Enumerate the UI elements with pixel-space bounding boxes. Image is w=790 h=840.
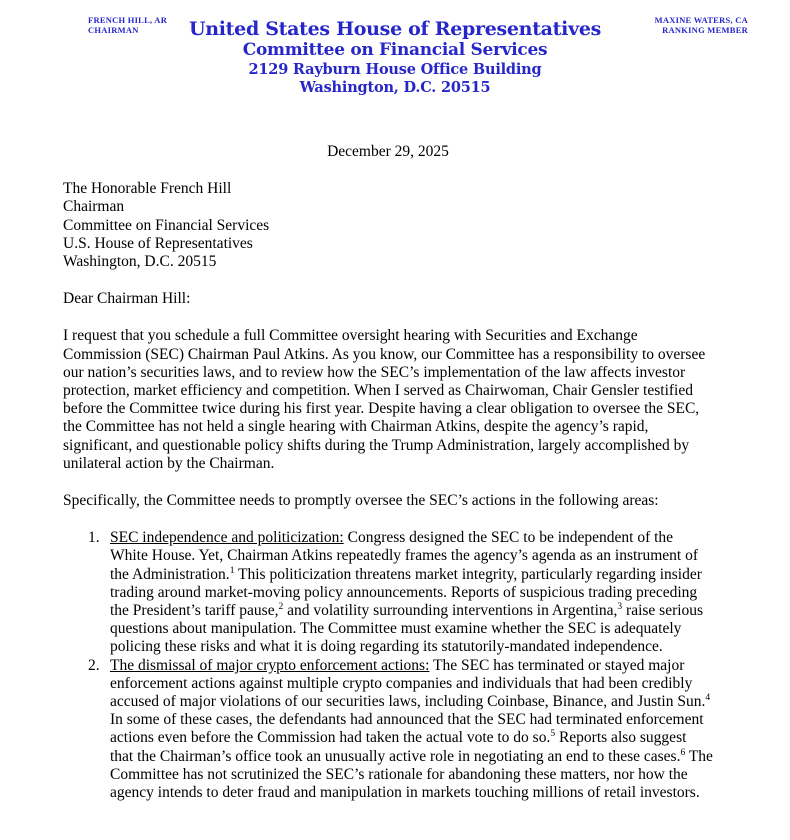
oversight-areas-list [63, 529, 713, 802]
letterhead-institution: United States House of Representatives [188, 18, 602, 40]
recipient-line: The Honorable French Hill [63, 180, 232, 198]
letterhead-committee: Committee on Financial Services [242, 40, 548, 60]
letterhead [0, 0, 790, 100]
ranking-member-block [655, 16, 748, 35]
letter-date: December 29, 2025 [327, 143, 449, 160]
letterhead-city: Washington, D.C. 20515 [299, 79, 491, 96]
list-item-number: 2. [88, 656, 100, 674]
letterhead-building: 2129 Rayburn House Office Building [248, 61, 542, 78]
body-paragraph-request: I request that you schedule a full Committee oversight hearing with Securities and Exchange Commission (SEC) Chairman Paul Atkins. As you know, our Committee has a responsibility to oversee our nation’s securities laws, and to review how the SEC’s implementation of the law affects investor protection, market efficiency and competition. When I served as Chairwoman, Chair Gensler testified before the Committee twice during his first year. Despite having a clear obligation to oversee the SEC, the Committee has not held a single hearing with Chairman Atkins, despite the agency’s rapid, significant, and questionable policy shifts during the Trump Administration, largely accomplished by unilateral action by the Chairman. [63, 327, 706, 472]
chairman-name: FRENCH HILL, AR [88, 15, 168, 25]
list-item-crypto-enforcement [63, 657, 713, 803]
list-item-number: 1. [88, 529, 100, 547]
chairman-block [88, 16, 167, 35]
body-paragraph-specifically: Specifically, the Committee needs to promptly oversee the SEC’s actions in the following areas: [63, 492, 659, 510]
recipient-line: Washington, D.C. 20515 [63, 253, 217, 271]
ranking-member-title: RANKING MEMBER [662, 24, 748, 35]
recipient-address [63, 180, 713, 271]
recipient-line: U.S. House of Representatives [63, 234, 253, 252]
list-item-text: SEC independence and politicization: Congress designed the SEC to be independent of the White House. Yet, Chairman Atkins repeatedly frames the agency’s agenda as an instrument of the Administration.$^1$ This politicization threatens market integrity, particularly regarding insider trading around market-moving policy announcements. Reports of suspicious trading preceding the President’s tariff pause,$^2$ and volatility surrounding interventions in Argentina,$^3$ raise serious questions about manipulation. The Committee must examine whether the SEC is adequately policing these risks and what it is doing regarding its statutorily-mandated independence. [110, 529, 704, 656]
list-item-sec-independence [63, 529, 713, 656]
list-item-text: The dismissal of major crypto enforcement actions: The SEC has terminated or stayed major enforcement actions against multiple crypto companies and individuals that had been credibly accused of major violations of our securities laws, including Coinbase, Binance, and Justin Sun.$^4$ In some of these cases, the defendants had announced that the SEC had terminated enforcement actions even before the Commission had taken the actual vote to do so.$^5$ Reports also suggest that the Chairman’s office took an unusually active role in negotiating an end to these cases.$^6$ The Committee has not scrutinized the SEC’s rationale for abandoning these matters, nor how the agency intends to deter fraud and manipulation in markets touching millions of retail investors. [110, 656, 713, 802]
recipient-line: Committee on Financial Services [63, 216, 270, 234]
chairman-title: CHAIRMAN [88, 24, 139, 35]
salutation: Dear Chairman Hill: [63, 290, 191, 308]
ranking-member-name: MAXINE WATERS, CA [654, 15, 748, 25]
recipient-line: Chairman [63, 198, 125, 216]
